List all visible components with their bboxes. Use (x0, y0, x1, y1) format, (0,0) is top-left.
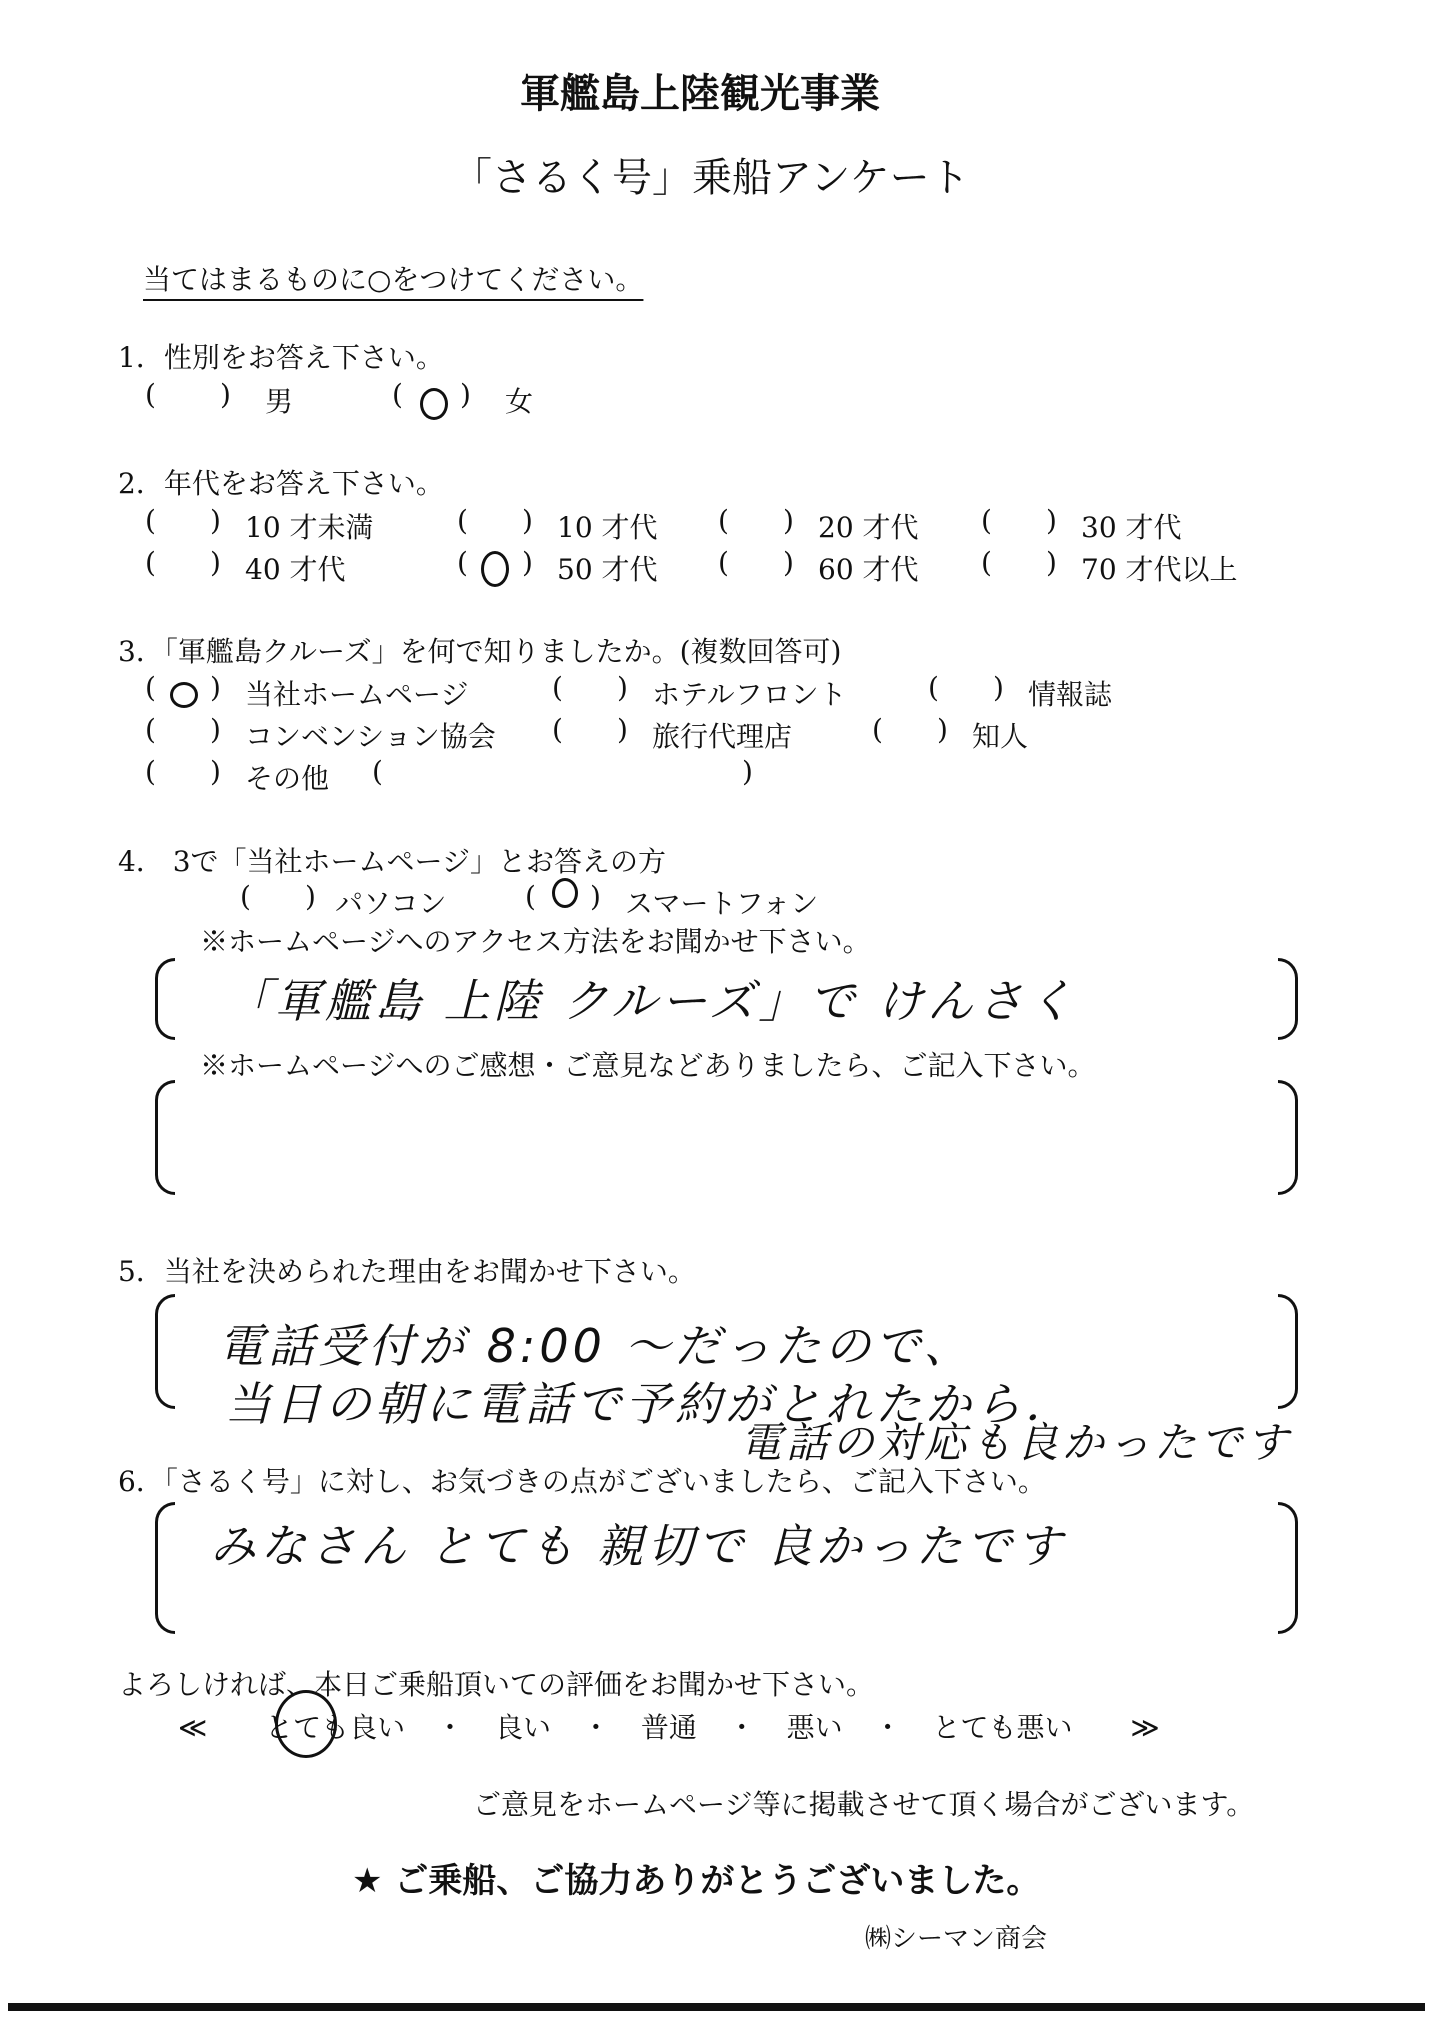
q6-answer[interactable]: みなさん とても 親切で 良かったです (210, 1519, 1066, 1573)
q3-option-label: 旅行代理店 (652, 720, 793, 753)
q4-impression-prompt: ※ホームページへのご感想・ご意見などありましたら、ご記入下さい。 (200, 1049, 1096, 1082)
q3-option-label: ホテルフロント (652, 678, 847, 711)
q6-bracket-right (1278, 1502, 1298, 1634)
q5-question: 5．当社を決められた理由をお聞かせ下さい。 (118, 1255, 696, 1288)
q3-option-label: コンベンション協会 (245, 720, 496, 753)
q4-access-bracket-right (1278, 958, 1298, 1040)
q3-option-label: 当社ホームページ (245, 678, 469, 711)
rating-close-mark: ≫ (1130, 1711, 1160, 1744)
q4-impression-bracket-right (1278, 1080, 1298, 1195)
q4-option-label: パソコン (335, 887, 447, 920)
q4-option-label: スマートフォン (625, 887, 819, 920)
selected-circle-mark (420, 388, 448, 420)
q3-question: 3．「軍艦島クルーズ」を何で知りましたか。(複数回答可) (118, 635, 842, 668)
q4-impression-bracket-left (155, 1080, 175, 1195)
company-name: ㈱シーマン商会 (865, 1924, 1048, 1954)
rating-separator: ・ (873, 1711, 902, 1744)
q3-option-label: 知人 (972, 720, 1029, 753)
notice-text: ご意見をホームページ等に掲載させて頂く場合がございます。 (473, 1788, 1255, 1821)
q4-question: 4． 3で「当社ホームページ」とお答えの方 (118, 845, 666, 878)
rating-option-average[interactable]: 普通 (640, 1711, 697, 1744)
q2-option-label: 30 才代 (1081, 511, 1182, 544)
q2-option-label: 50 才代 (557, 553, 658, 586)
q2-option-label: 10 才未満 (245, 511, 374, 544)
q2-option-label: 10 才代 (557, 511, 658, 544)
q2-option-label: 20 才代 (818, 511, 919, 544)
q5-bracket-right (1278, 1294, 1298, 1409)
q6-bracket-left (155, 1502, 175, 1634)
q2-option-label: 60 才代 (818, 553, 919, 586)
q1-option-label: 女 (505, 385, 534, 418)
selected-circle-mark (552, 878, 578, 908)
rating-separator: ・ (727, 1711, 756, 1744)
q4-access-bracket-left (155, 958, 175, 1040)
instruction-text: 当てはまるものに○をつけてください。 (143, 263, 644, 296)
q4-access-answer[interactable]: 「軍艦島 上陸 クルーズ」で けんさく (225, 974, 1078, 1028)
q1-question: 1．性別をお答え下さい。 (118, 341, 444, 374)
rating-option-very-bad[interactable]: とても悪い (932, 1711, 1073, 1744)
footer-rule (8, 2003, 1425, 2011)
q2-option-label: 70 才代以上 (1081, 553, 1238, 586)
q2-question: 2．年代をお答え下さい。 (118, 467, 444, 500)
rating-option-very-good[interactable]: とても良い (265, 1711, 406, 1744)
thanks-text: ★ ご乗船、ご協力ありがとうございました。 (352, 1861, 1041, 1901)
q5-answer-line: 当日の朝に電話で予約がとれたから． (225, 1377, 1075, 1431)
q5-bracket-left (155, 1294, 175, 1409)
document-subtitle: 「さるく号」乗船アンケート (452, 155, 970, 201)
q3-option-label: その他 (245, 762, 330, 795)
q5-answer-line: 電話受付が 8:00 〜だったので、 (218, 1319, 974, 1373)
rating-separator: ・ (436, 1711, 465, 1744)
rating-open-mark: ≪ (178, 1711, 208, 1744)
document-title: 軍艦島上陸観光事業 (520, 71, 880, 117)
rating-separator: ・ (581, 1711, 610, 1744)
rating-option-bad[interactable]: 悪い (786, 1711, 843, 1744)
rating-prompt: よろしければ、本日ご乗船頂いての評価をお聞かせ下さい。 (118, 1668, 875, 1701)
q2-option-label: 40 才代 (245, 553, 346, 586)
q6-question: 6．「さるく号」に対し、お気づきの点がございましたら、ご記入下さい。 (118, 1465, 1046, 1498)
q5-answer-line: 電話の対応も良かったです (740, 1418, 1293, 1467)
q1-option-label: 男 (265, 385, 294, 418)
q4-access-prompt: ※ホームページへのアクセス方法をお聞かせ下さい。 (200, 925, 871, 958)
rating-option-good[interactable]: 良い (494, 1711, 551, 1744)
q3-option-label: 情報誌 (1028, 678, 1113, 711)
selected-circle-mark (481, 551, 509, 587)
selected-circle-mark (170, 682, 198, 708)
selected-circle-mark (275, 1690, 337, 1758)
